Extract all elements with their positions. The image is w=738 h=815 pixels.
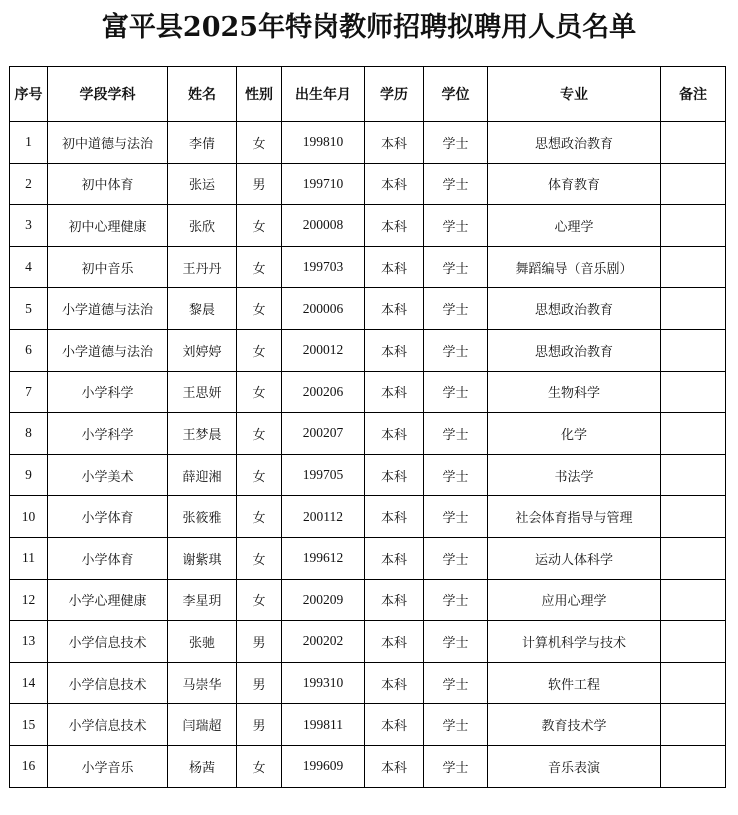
cell-subject: 初中音乐 — [48, 246, 168, 288]
cell-major: 思想政治教育 — [488, 288, 661, 330]
cell-remarks — [661, 745, 726, 787]
table-row — [10, 246, 726, 288]
cell-remarks — [661, 537, 726, 579]
cell-degree: 学士 — [424, 246, 488, 288]
cell-remarks — [661, 621, 726, 663]
cell-degree: 学士 — [424, 496, 488, 538]
cell-gender: 女 — [237, 288, 282, 330]
cell-index: 7 — [10, 371, 48, 413]
table-row — [10, 205, 726, 247]
table-row — [10, 163, 726, 205]
header-remarks: 备注 — [661, 67, 726, 122]
cell-birth: 199703 — [282, 246, 365, 288]
cell-gender: 男 — [237, 621, 282, 663]
cell-name: 王思妍 — [168, 371, 237, 413]
cell-remarks — [661, 205, 726, 247]
cell-birth: 199310 — [282, 662, 365, 704]
cell-name: 黎晨 — [168, 288, 237, 330]
table-row — [10, 704, 726, 746]
cell-gender: 男 — [237, 163, 282, 205]
cell-index: 2 — [10, 163, 48, 205]
cell-name: 杨茜 — [168, 745, 237, 787]
cell-name: 李星玥 — [168, 579, 237, 621]
cell-remarks — [661, 288, 726, 330]
cell-remarks — [661, 246, 726, 288]
cell-degree: 学士 — [424, 537, 488, 579]
cell-name: 马崇华 — [168, 662, 237, 704]
cell-gender: 女 — [237, 579, 282, 621]
cell-name: 李倩 — [168, 122, 237, 164]
cell-education: 本科 — [365, 496, 424, 538]
cell-birth: 200206 — [282, 371, 365, 413]
table-row — [10, 122, 726, 164]
cell-degree: 学士 — [424, 662, 488, 704]
cell-major: 计算机科学与技术 — [488, 621, 661, 663]
cell-major: 化学 — [488, 413, 661, 455]
personnel-table — [9, 66, 726, 788]
cell-gender: 女 — [237, 205, 282, 247]
header-major: 专业 — [488, 67, 661, 122]
cell-education: 本科 — [365, 205, 424, 247]
table-header-row — [10, 67, 726, 122]
cell-name: 王梦晨 — [168, 413, 237, 455]
table-row — [10, 662, 726, 704]
cell-gender: 女 — [237, 496, 282, 538]
table-row — [10, 329, 726, 371]
cell-education: 本科 — [365, 246, 424, 288]
table-row — [10, 413, 726, 455]
cell-major: 软件工程 — [488, 662, 661, 704]
table-row — [10, 579, 726, 621]
cell-remarks — [661, 413, 726, 455]
cell-remarks — [661, 371, 726, 413]
cell-birth: 200006 — [282, 288, 365, 330]
cell-index: 9 — [10, 454, 48, 496]
cell-education: 本科 — [365, 371, 424, 413]
table-row — [10, 288, 726, 330]
cell-remarks — [661, 163, 726, 205]
cell-index: 12 — [10, 579, 48, 621]
cell-name: 张筱雅 — [168, 496, 237, 538]
table-row — [10, 537, 726, 579]
header-gender: 性别 — [237, 67, 282, 122]
cell-subject: 小学科学 — [48, 371, 168, 413]
cell-birth: 200012 — [282, 329, 365, 371]
cell-gender: 女 — [237, 122, 282, 164]
cell-degree: 学士 — [424, 413, 488, 455]
cell-major: 应用心理学 — [488, 579, 661, 621]
cell-index: 13 — [10, 621, 48, 663]
cell-education: 本科 — [365, 704, 424, 746]
cell-subject: 初中道德与法治 — [48, 122, 168, 164]
cell-major: 舞蹈编导（音乐剧） — [488, 246, 661, 288]
cell-index: 16 — [10, 745, 48, 787]
cell-subject: 小学信息技术 — [48, 704, 168, 746]
table-row — [10, 454, 726, 496]
cell-index: 11 — [10, 537, 48, 579]
cell-subject: 小学信息技术 — [48, 621, 168, 663]
cell-education: 本科 — [365, 579, 424, 621]
header-name: 姓名 — [168, 67, 237, 122]
cell-education: 本科 — [365, 745, 424, 787]
cell-gender: 女 — [237, 745, 282, 787]
cell-degree: 学士 — [424, 329, 488, 371]
table-row — [10, 371, 726, 413]
header-birth: 出生年月 — [282, 67, 365, 122]
cell-education: 本科 — [365, 454, 424, 496]
cell-birth: 199811 — [282, 704, 365, 746]
cell-remarks — [661, 122, 726, 164]
cell-remarks — [661, 496, 726, 538]
cell-index: 14 — [10, 662, 48, 704]
cell-name: 张运 — [168, 163, 237, 205]
cell-birth: 200202 — [282, 621, 365, 663]
cell-index: 5 — [10, 288, 48, 330]
cell-subject: 小学道德与法治 — [48, 329, 168, 371]
cell-birth: 199609 — [282, 745, 365, 787]
cell-name: 谢紫琪 — [168, 537, 237, 579]
cell-subject: 小学音乐 — [48, 745, 168, 787]
cell-birth: 199710 — [282, 163, 365, 205]
cell-major: 社会体育指导与管理 — [488, 496, 661, 538]
cell-education: 本科 — [365, 662, 424, 704]
cell-degree: 学士 — [424, 122, 488, 164]
cell-education: 本科 — [365, 537, 424, 579]
cell-remarks — [661, 454, 726, 496]
cell-education: 本科 — [365, 122, 424, 164]
header-subject: 学段学科 — [48, 67, 168, 122]
cell-major: 思想政治教育 — [488, 329, 661, 371]
cell-birth: 199705 — [282, 454, 365, 496]
cell-name: 张欣 — [168, 205, 237, 247]
cell-index: 10 — [10, 496, 48, 538]
cell-remarks — [661, 704, 726, 746]
cell-gender: 女 — [237, 329, 282, 371]
cell-major: 体育教育 — [488, 163, 661, 205]
cell-degree: 学士 — [424, 454, 488, 496]
cell-major: 音乐表演 — [488, 745, 661, 787]
cell-gender: 男 — [237, 662, 282, 704]
page-title: 富平县2025年特岗教师招聘拟聘用人员名单 — [101, 12, 637, 43]
cell-major: 运动人体科学 — [488, 537, 661, 579]
cell-major: 书法学 — [488, 454, 661, 496]
cell-name: 王丹丹 — [168, 246, 237, 288]
cell-subject: 小学科学 — [48, 413, 168, 455]
cell-remarks — [661, 329, 726, 371]
cell-subject: 初中心理健康 — [48, 205, 168, 247]
cell-major: 生物科学 — [488, 371, 661, 413]
cell-index: 8 — [10, 413, 48, 455]
cell-index: 6 — [10, 329, 48, 371]
cell-subject: 初中体育 — [48, 163, 168, 205]
cell-name: 闫瑞超 — [168, 704, 237, 746]
cell-birth: 200008 — [282, 205, 365, 247]
cell-gender: 女 — [237, 371, 282, 413]
cell-birth: 200209 — [282, 579, 365, 621]
cell-index: 15 — [10, 704, 48, 746]
cell-education: 本科 — [365, 621, 424, 663]
cell-name: 薛迎湘 — [168, 454, 237, 496]
cell-education: 本科 — [365, 163, 424, 205]
cell-index: 4 — [10, 246, 48, 288]
cell-education: 本科 — [365, 413, 424, 455]
cell-degree: 学士 — [424, 371, 488, 413]
cell-index: 1 — [10, 122, 48, 164]
cell-degree: 学士 — [424, 163, 488, 205]
cell-gender: 女 — [237, 246, 282, 288]
table-row — [10, 496, 726, 538]
cell-degree: 学士 — [424, 579, 488, 621]
cell-major: 教育技术学 — [488, 704, 661, 746]
cell-degree: 学士 — [424, 745, 488, 787]
cell-birth: 200112 — [282, 496, 365, 538]
cell-birth: 199810 — [282, 122, 365, 164]
cell-subject: 小学美术 — [48, 454, 168, 496]
cell-gender: 女 — [237, 537, 282, 579]
cell-education: 本科 — [365, 329, 424, 371]
cell-degree: 学士 — [424, 288, 488, 330]
cell-name: 刘婷婷 — [168, 329, 237, 371]
cell-subject: 小学体育 — [48, 496, 168, 538]
cell-education: 本科 — [365, 288, 424, 330]
table-row — [10, 745, 726, 787]
table-row — [10, 621, 726, 663]
cell-name: 张驰 — [168, 621, 237, 663]
table-body — [10, 122, 726, 788]
cell-subject: 小学体育 — [48, 537, 168, 579]
cell-degree: 学士 — [424, 704, 488, 746]
cell-index: 3 — [10, 205, 48, 247]
header-education: 学历 — [365, 67, 424, 122]
cell-birth: 199612 — [282, 537, 365, 579]
cell-remarks — [661, 579, 726, 621]
cell-gender: 男 — [237, 704, 282, 746]
cell-degree: 学士 — [424, 205, 488, 247]
header-degree: 学位 — [424, 67, 488, 122]
cell-subject: 小学信息技术 — [48, 662, 168, 704]
cell-subject: 小学心理健康 — [48, 579, 168, 621]
cell-major: 思想政治教育 — [488, 122, 661, 164]
header-index: 序号 — [10, 67, 48, 122]
cell-gender: 女 — [237, 454, 282, 496]
cell-major: 心理学 — [488, 205, 661, 247]
cell-remarks — [661, 662, 726, 704]
cell-birth: 200207 — [282, 413, 365, 455]
cell-subject: 小学道德与法治 — [48, 288, 168, 330]
cell-degree: 学士 — [424, 621, 488, 663]
cell-gender: 女 — [237, 413, 282, 455]
